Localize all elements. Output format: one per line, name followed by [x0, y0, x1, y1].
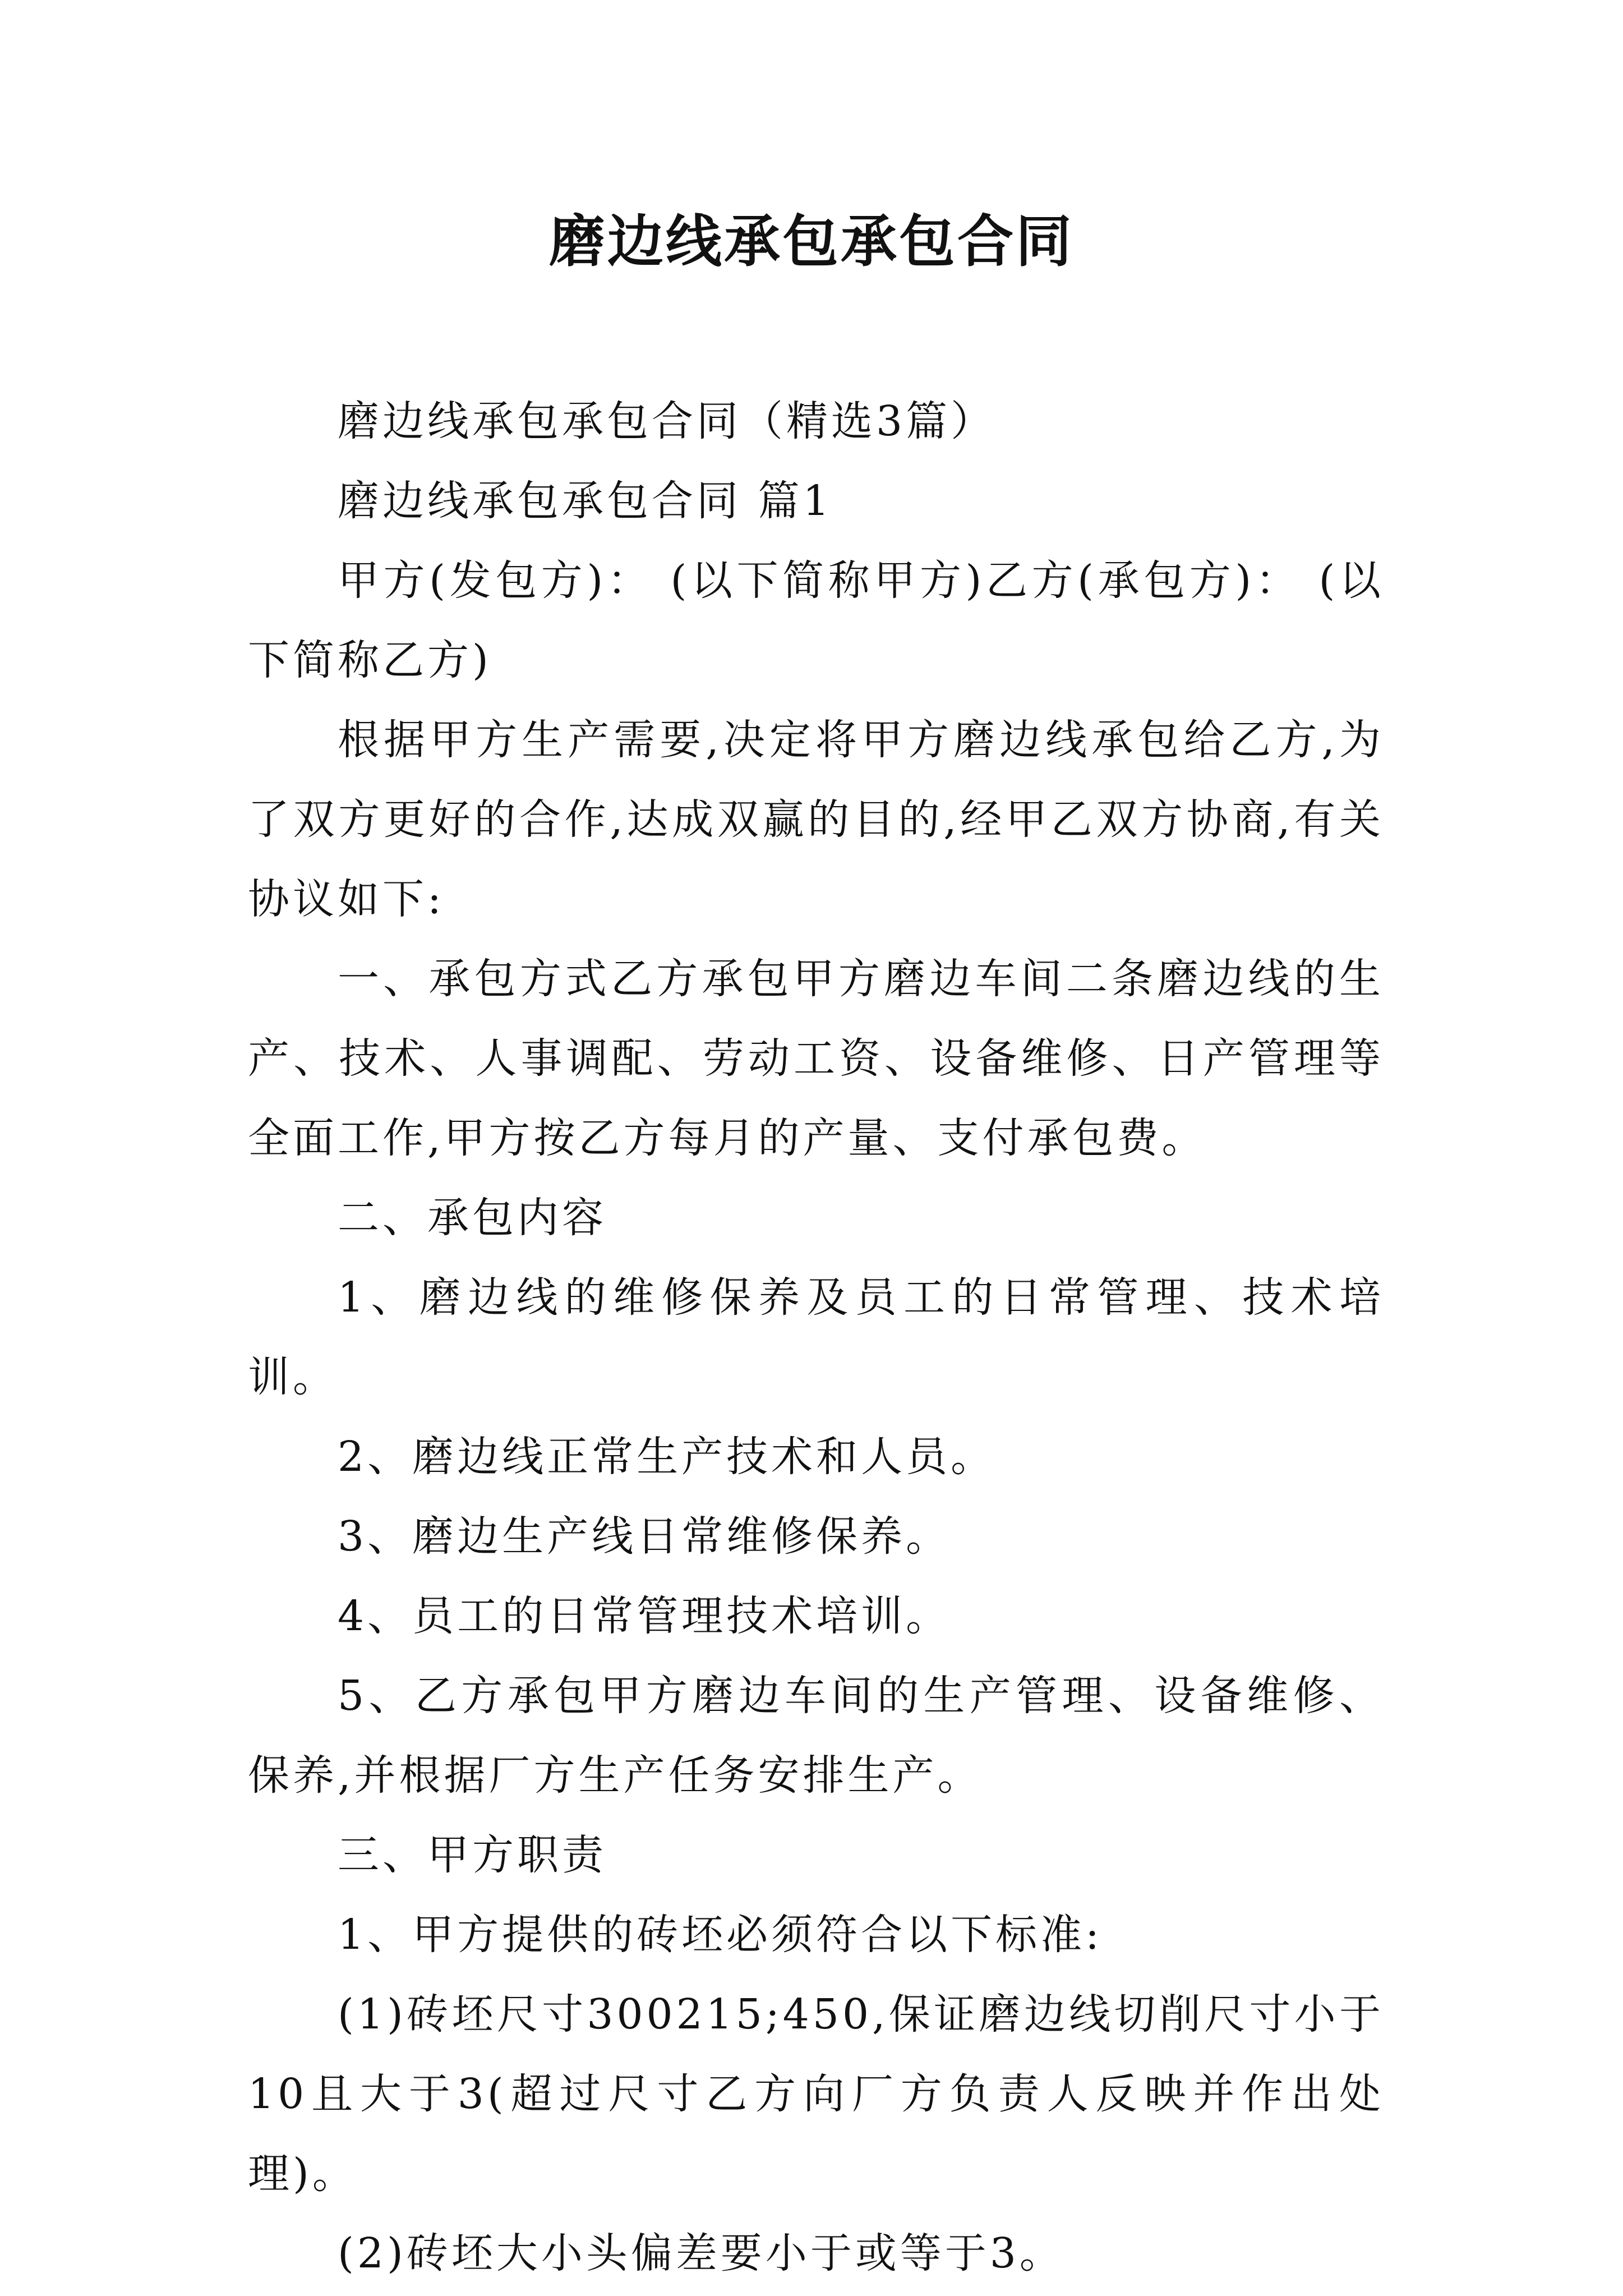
- paragraph-contract-content-heading: 二、承包内容: [338, 1194, 607, 1242]
- paragraph-duty-1: 1、甲方提供的砖坯必须符合以下标准:: [338, 1911, 1103, 1959]
- paragraph-duty-1-sub-1: (1)砖坯尺寸300215;450,保证磨边线切削尺寸小于10且大于3(超过尺寸乙方向厂方负责人反映并作出处理)。: [248, 1990, 1384, 2198]
- paragraph-contract-method: 一、承包方式乙方承包甲方磨边车间二条磨边线的生产、技术、人事调配、劳动工资、设备维修、日产管理等全面工作,甲方按乙方每月的产量、支付承包费。: [248, 955, 1384, 1162]
- paragraph-item-2: 2、磨边线正常生产技术和人员。: [338, 1433, 996, 1481]
- paragraph-preamble: 根据甲方生产需要,决定将甲方磨边线承包给乙方,为了双方更好的合作,达成双赢的目的,经甲乙双方协商,有关协议如下:: [248, 716, 1384, 923]
- document-title: 磨边线承包承包合同: [549, 208, 1074, 274]
- document-body: [248, 381, 1384, 2293]
- paragraph-parties: 甲方(发包方)： (以下简称甲方)乙方(承包方)： (以下简称乙方): [248, 556, 1384, 684]
- paragraph-item-1: 1、磨边线的维修保养及员工的日常管理、技术培训。: [248, 1273, 1384, 1401]
- paragraph-item-4: 4、员工的日常管理技术培训。: [338, 1592, 951, 1640]
- paragraph-subtitle: 磨边线承包承包合同（精选3篇）: [338, 397, 996, 445]
- paragraph-section-heading: 磨边线承包承包合同 篇1: [338, 477, 833, 525]
- paragraph-item-5: 5、乙方承包甲方磨边车间的生产管理、设备维修、保养,并根据厂方生产任务安排生产。: [248, 1672, 1384, 1800]
- paragraph-duty-1-sub-2: (2)砖坯大小头偏差要小于或等于3。: [338, 2229, 1064, 2277]
- paragraph-item-3: 3、磨边生产线日常维修保养。: [338, 1512, 951, 1561]
- paragraph-party-a-duties-heading: 三、甲方职责: [338, 1831, 607, 1879]
